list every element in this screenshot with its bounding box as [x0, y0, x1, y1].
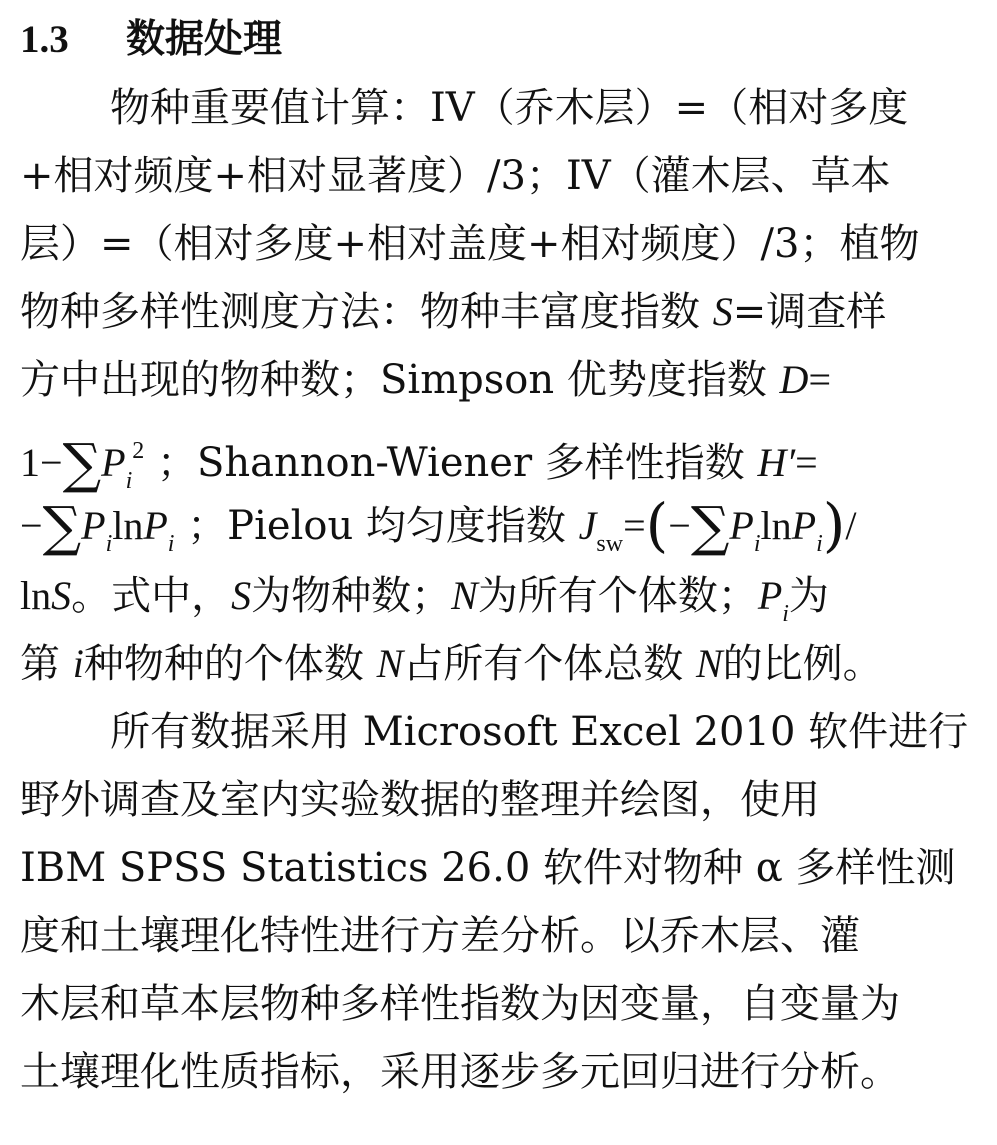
subscript-i: i: [125, 468, 133, 494]
ln-text: ln: [760, 503, 792, 548]
para1-line-5: [20, 346, 975, 414]
para1-line-4: [20, 278, 975, 346]
para1-line-1: [20, 74, 975, 142]
text-span: 野外调查及室内实验数据的整理并绘图，使用: [20, 777, 820, 823]
text-span: 方中出现的物种数；Simpson 优势度指数: [20, 357, 767, 403]
equals-sign: =: [623, 503, 646, 548]
symbol-N: N: [451, 573, 478, 618]
right-paren: ): [822, 491, 846, 559]
text-span: [20, 630, 883, 698]
document-page: [20, 14, 975, 1106]
symbol-P: P: [101, 440, 126, 485]
para2-line-6: [20, 1038, 975, 1106]
section-title: 数据处理: [126, 17, 283, 62]
equals-sign: =: [795, 440, 818, 485]
symbol-J: J: [578, 503, 597, 548]
symbol-S: S: [712, 289, 733, 334]
section-heading: [20, 14, 975, 74]
symbol-S: S: [51, 573, 72, 618]
text-span: 为所有个体数；: [477, 573, 758, 619]
para2-line-1: [20, 698, 975, 766]
ln-text: ln: [20, 573, 52, 618]
subscript-i: i: [753, 531, 761, 557]
superscript-2: 2: [132, 438, 145, 464]
symbol-P: P: [729, 503, 754, 548]
section-number: 1.3: [20, 18, 69, 61]
text-span: ；Shannon-Wiener 多样性指数: [156, 440, 745, 486]
subscript-i: i: [167, 531, 175, 557]
text-span: 木层和草本层物种多样性指数为因变量，自变量为: [20, 981, 900, 1027]
minus-sign: −: [20, 503, 43, 548]
text-span: 为物种数；: [251, 573, 452, 619]
para1-line-2: [20, 142, 975, 210]
para2-line-5: [20, 970, 975, 1038]
text-span: 土壤理化性质指标，采用逐步多元回归进行分析。: [20, 1049, 900, 1095]
minus-sign: −: [668, 503, 691, 548]
text-span: 1−: [20, 440, 63, 485]
text-span: ；Pielou 均匀度指数: [187, 503, 566, 549]
symbol-H-prime: H′: [757, 440, 796, 485]
symbol-N: N: [376, 641, 404, 686]
text-span: 所有数据采用 Microsoft Excel 2010 软件进行: [110, 709, 969, 755]
symbol-D: D: [779, 357, 809, 402]
text-span: 层）=（相对多度+相对盖度+相对频度）/3；植物: [20, 221, 920, 267]
para2-line-3: [20, 834, 975, 902]
sum-symbol: ∑: [42, 495, 82, 558]
text-span: 。式中，: [71, 573, 232, 619]
symbol-P: P: [143, 503, 168, 548]
slash: /: [845, 503, 857, 548]
para1-line-3: [20, 210, 975, 278]
text-span: 第: [20, 641, 60, 687]
symbol-i: i: [72, 641, 84, 686]
symbol-P: P: [791, 503, 817, 548]
symbol-N: N: [695, 641, 723, 686]
text-span: [20, 278, 886, 346]
subscript-sw: sw: [596, 531, 624, 557]
equals-sign: =: [808, 357, 831, 402]
ln-text: ln: [112, 503, 144, 548]
text-span: 物种重要值计算：IV（乔木层）=（相对多度: [110, 85, 909, 131]
text-span: [20, 346, 831, 414]
left-paren: (: [645, 491, 669, 559]
symbol-S: S: [231, 573, 252, 618]
text-span: 物种多样性测度方法：物种丰富度指数: [20, 289, 700, 335]
sum-symbol: ∑: [690, 495, 730, 558]
text-span: 度和土壤理化特性进行方差分析。以乔木层、灌: [20, 913, 860, 959]
para2-line-2: [20, 766, 975, 834]
para1-line-7: [20, 488, 975, 562]
para1-line-6: [20, 414, 975, 495]
text-span: 种物种的个体数: [83, 641, 364, 687]
text-span: 为: [788, 573, 829, 619]
subscript-i: i: [816, 531, 823, 557]
subscript-i: i: [105, 531, 113, 557]
para2-line-4: [20, 902, 975, 970]
text-span: =调查样: [732, 289, 887, 335]
symbol-P: P: [81, 503, 106, 548]
sum-symbol: ∑: [62, 432, 102, 495]
text-span: 占所有个体总数: [403, 641, 684, 687]
text-span: IBM SPSS Statistics 26.0 软件对物种 α 多样性测: [20, 845, 956, 891]
symbol-P: P: [757, 573, 783, 618]
para1-line-9: [20, 630, 975, 698]
text-span: 的比例。: [722, 641, 883, 687]
subscript-i: i: [782, 601, 789, 627]
text-span: +相对频度+相对显著度）/3；IV（灌木层、草本: [20, 153, 891, 199]
